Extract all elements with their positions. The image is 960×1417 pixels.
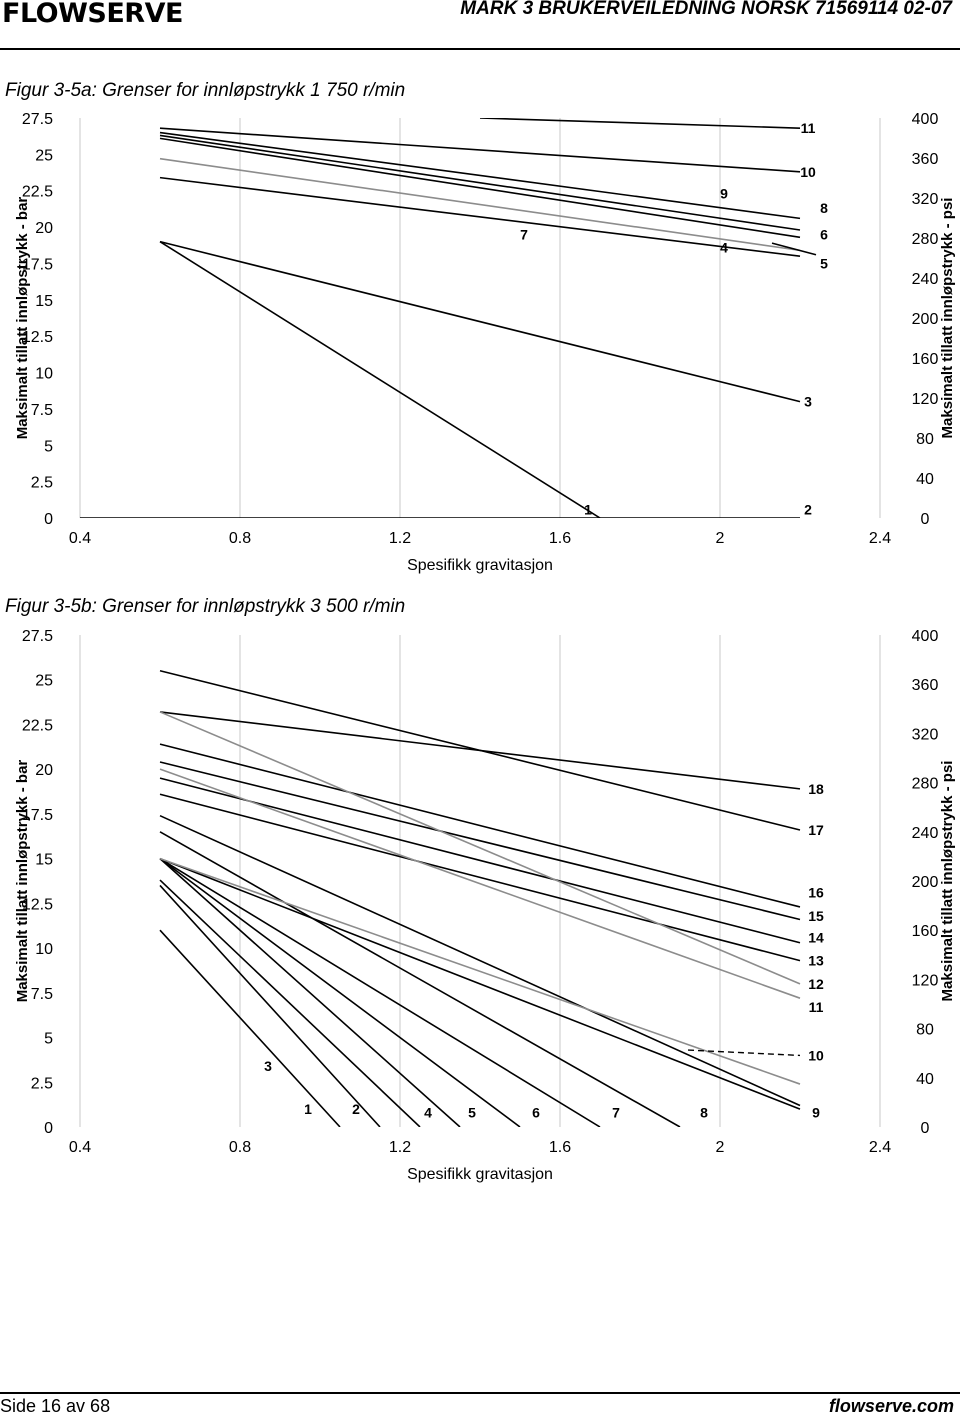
series-line-5 [160,859,460,1127]
y-tick-label-left: 7.5 [30,401,53,419]
x-tick-label: 0.8 [228,530,252,547]
y-tick-label-right: 200 [911,874,939,891]
y-tick-label-left: 0 [44,1120,53,1137]
y-tick-label-left: 15 [35,292,53,310]
series-line-16 [160,744,800,907]
series-group [160,671,800,1127]
y-tick-label-left: 2.5 [30,1075,53,1093]
y-tick-label-left: 22.5 [21,183,53,201]
x-tick-label: 0.8 [228,1139,252,1156]
y-tick-label-right: 320 [911,191,939,208]
y-tick-label-right: 120 [911,391,939,408]
series-line-10 [160,816,800,1106]
line-label-16: 16 [808,884,824,901]
y-tick-label-left: 25 [35,147,53,165]
y-tick-label-right: 240 [911,271,939,288]
y-tick-label-right: 320 [911,726,939,744]
y-tick-label-left: 12.5 [21,896,53,914]
y-tick-label-right: 280 [911,231,939,248]
x-tick-label: 2 [715,1139,725,1156]
x-axis-label: Spesifikk gravitasjon [407,557,553,574]
line-label-17: 17 [808,822,824,839]
line-label-11: 11 [800,120,816,137]
x-tick-label: 0.4 [68,530,92,547]
page-number: Side 16 av 68 [0,1396,111,1416]
y-tick-label-right: 40 [916,1070,934,1088]
plot-area [14,628,956,1183]
x-tick-label: 2.4 [868,1139,892,1156]
y-tick-label-right: 40 [916,471,934,488]
y-tick-label-left: 10 [35,365,53,383]
series-line-1 [160,930,340,1127]
y-tick-label-left: 27.5 [21,628,53,645]
series-line-8 [160,832,680,1127]
line-label-12: 12 [808,975,824,992]
y-tick-label-right: 0 [920,511,930,528]
line-label-8: 8 [820,200,828,217]
line-label-8: 8 [700,1104,708,1121]
document-title: MARK 3 BRUKERVEILEDNING NORSK 71569114 02-07 [460,0,952,19]
line-label-11: 11 [808,999,824,1016]
line-label-2: 2 [804,501,812,518]
line-label-4: 4 [720,239,728,256]
series-line-4 [160,880,420,1127]
y-tick-label-right: 360 [911,677,939,695]
line-label-3: 3 [264,1058,272,1075]
y-tick-label-right: 240 [911,824,939,842]
line-label-5: 5 [820,255,828,272]
line-label-5: 5 [468,1104,476,1121]
series-line-2 [160,885,380,1127]
line-label-9: 9 [720,185,728,202]
y-tick-label-right: 0 [920,1120,930,1137]
line-label-15: 15 [808,907,824,924]
series-line-6 [160,859,520,1127]
line-label-14: 14 [808,929,824,946]
line-label-2: 2 [352,1101,360,1118]
y-tick-label-left: 22.5 [21,717,53,735]
y-tick-label-right: 160 [911,351,939,368]
footer-divider [0,1392,960,1394]
line-label-7: 7 [520,226,528,243]
y-tick-label-left: 7.5 [30,985,53,1003]
x-axis-label: Spesifikk gravitasjon [407,1166,553,1183]
y-tick-label-left: 25 [35,672,53,690]
series-line-13 [160,794,800,960]
line-label-4: 4 [424,1104,432,1121]
x-tick-label: 1.6 [548,1139,572,1156]
line-label-3: 3 [804,393,812,410]
y-tick-label-left: 12.5 [21,329,53,347]
x-tick-label: 2 [715,530,725,547]
flowserve-logo: FLOWSERVE [2,0,183,29]
y-tick-label-left: 27.5 [21,111,53,128]
line-label-7: 7 [612,1104,620,1121]
y-tick-label-right: 280 [911,775,939,793]
y-axis-label-left: Maksimalt tillatt innløpstrykk - bar [14,759,31,1003]
line-label-13: 13 [808,952,824,969]
line-label-10: 10 [808,1047,824,1064]
y-tick-label-right: 400 [911,628,939,645]
y-axis-label-left: Maksimalt tillatt innløpstrykk - bar [14,196,31,440]
y-tick-label-right: 400 [911,111,939,128]
y-tick-label-left: 20 [35,762,53,780]
y-axis-label-right: Maksimalt tillatt innløpstrykk - psi [939,197,956,439]
y-tick-label-right: 80 [916,1021,934,1039]
y-tick-label-left: 0 [44,511,53,528]
series-line-17 [160,671,800,830]
y-tick-label-left: 2.5 [30,474,53,492]
y-tick-label-left: 20 [35,220,53,238]
figure-a-title: Figur 3-5a: Grenser for innløpstrykk 1 750 r/min [5,80,406,101]
y-tick-label-left: 15 [35,851,53,869]
footer-site-link[interactable]: flowserve.com [828,1396,954,1416]
x-tick-label: 2.4 [868,530,892,547]
line-label-6: 6 [532,1104,540,1121]
y-tick-label-right: 200 [911,311,939,328]
y-tick-label-left: 17.5 [21,256,53,274]
line-label-18: 18 [808,780,824,797]
line-label-1: 1 [584,501,592,518]
y-axis-label-right: Maksimalt tillatt innløpstrykk - psi [939,760,956,1002]
y-tick-label-right: 160 [911,923,939,941]
x-tick-label: 1.2 [388,530,412,547]
series-line-7 [160,859,600,1127]
series-line-11 [160,769,800,998]
series-line-12 [160,712,800,984]
figure-b-title: Figur 3-5b: Grenser for innløpstrykk 3 500 r/min [5,596,406,617]
x-tick-label: 0.4 [68,1139,92,1156]
y-tick-label-left: 5 [44,438,53,456]
y-tick-label-left: 5 [44,1030,53,1048]
line-label-10: 10 [800,163,816,180]
line-label-1: 1 [304,1101,312,1118]
x-tick-label: 1.2 [388,1139,412,1156]
line-label-6: 6 [820,226,828,243]
y-tick-label-right: 120 [911,972,939,990]
y-tick-label-left: 10 [35,941,53,959]
y-tick-label-right: 80 [916,431,934,448]
y-tick-label-right: 360 [911,151,939,168]
line-label-9: 9 [812,1104,820,1121]
x-tick-label: 1.6 [548,530,572,547]
y-tick-label-left: 17.5 [21,806,53,824]
